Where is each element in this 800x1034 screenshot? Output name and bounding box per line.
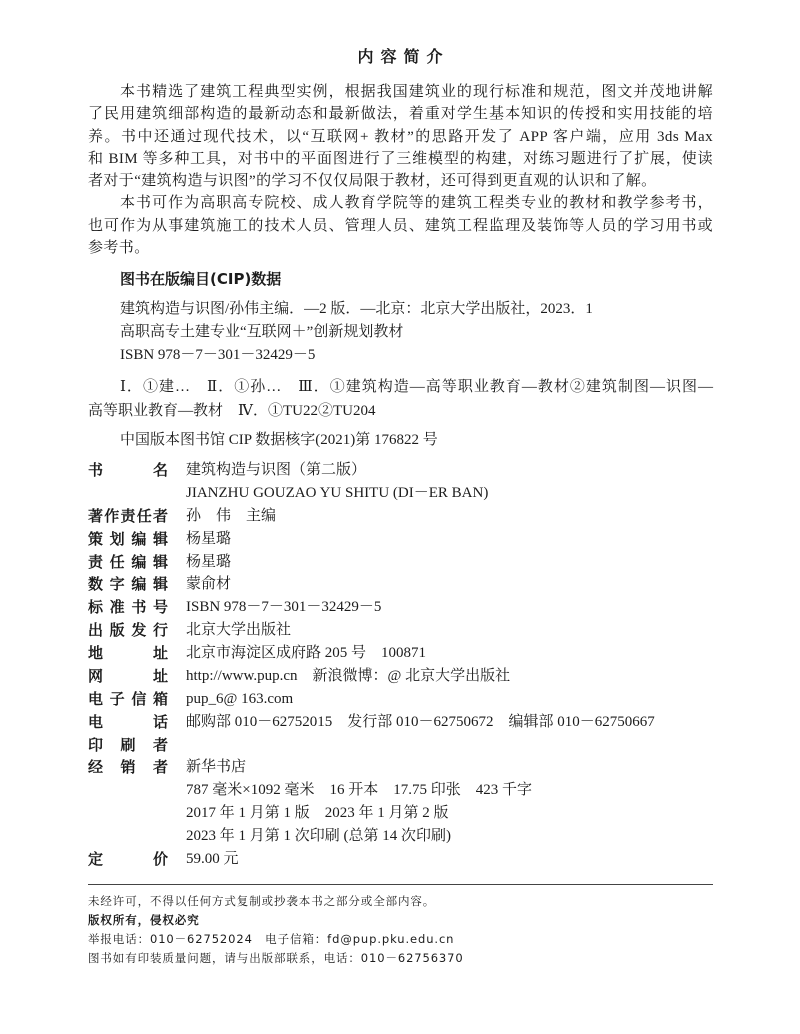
- imprint-value: http://www.pup.cn 新浪微博：@ 北京大学出版社: [186, 667, 511, 684]
- imprint-value: 北京市海淀区成府路 205 号 100871: [186, 645, 427, 661]
- cip-classification-line-1: Ⅰ．①建… Ⅱ．①孙… Ⅲ．①建筑构造—高等职业教育—教材②建筑制图—识图—: [120, 379, 713, 395]
- imprint-value: 杨星璐: [186, 553, 232, 570]
- imprint-row-responsible-editor: [88, 551, 713, 574]
- intro-paragraph-2-line-1: 本书可作为高职高专院校、成人教育学院等的建筑工程类专业的教材和教学参考书，: [120, 195, 713, 211]
- imprint-row-pinyin-title: [88, 482, 713, 505]
- imprint-value: 新华书店: [186, 759, 247, 776]
- imprint-value: 北京大学出版社: [186, 622, 292, 639]
- imprint-label: 著作责任者: [88, 506, 168, 525]
- intro-paragraph-1-line-4: 和 BIM 等多种工具，对书中的平面图进行了三维模型的构建，对练习题进行了扩展，使读: [88, 151, 713, 167]
- imprint-row-price: [88, 848, 713, 871]
- imprint-label: 定价: [88, 849, 168, 868]
- quality-contact: 图书如有印装质量问题，请与出版部联系，电话：010－62756370: [88, 951, 464, 965]
- imprint-label: 责任编辑: [88, 552, 168, 571]
- imprint-value: pup_6@ 163.com: [186, 690, 294, 707]
- imprint-label: 标准书号: [88, 598, 168, 617]
- imprint-row-printer: [88, 734, 713, 757]
- imprint-row-book-title: [88, 459, 713, 482]
- footer-divider: [88, 884, 713, 885]
- cip-record-line-1: 建筑构造与识图/孙伟主编．—2 版．—北京：北京大学出版社，2023．1: [120, 301, 593, 317]
- rights-notice: 版权所有，侵权必究: [88, 913, 200, 927]
- intro-paragraph-2-line-2: 也可作为从事建筑施工的技术人员、管理人员、建筑工程监理及装饰等人员的学习用书或: [88, 218, 713, 234]
- intro-paragraph-2-line-3: 参考书。: [88, 240, 150, 256]
- copyright-notice: 未经许可，不得以任何方式复制或抄袭本书之部分或全部内容。: [88, 894, 436, 908]
- imprint-label: 出版发行: [88, 621, 168, 640]
- imprint-row-phone: [88, 711, 713, 734]
- imprint-row-author: [88, 505, 713, 528]
- imprint-row-email: [88, 688, 713, 711]
- imprint-value: 邮购部 010－62752015 发行部 010－62750672 编辑部 010－62750667: [186, 713, 655, 730]
- imprint-label: 数字编辑: [88, 575, 168, 594]
- imprint-label: 策划编辑: [88, 529, 168, 548]
- imprint-value: 杨星璐: [186, 530, 232, 547]
- imprint-row-edition: [88, 802, 713, 825]
- cip-record-number: 中国版本图书馆 CIP 数据核字(2021)第 176822 号: [120, 432, 438, 448]
- intro-title: 内容简介: [357, 47, 450, 66]
- imprint-row-distributor: [88, 756, 713, 779]
- intro-paragraph-1-line-3: 养。书中还通过现代技术，以“互联网+ 教材”的思路开发了 APP 客户端，应用 3ds Max: [88, 129, 713, 145]
- imprint-label: 网址: [88, 666, 168, 685]
- imprint-row-isbn: [88, 596, 713, 619]
- cip-classification-line-2: 高等职业教育—教材 Ⅳ．①TU22②TU204: [88, 403, 376, 419]
- intro-paragraph-1-line-5: 者对于“建筑构造与识图”的学习不仅仅局限于教材，还可得到更直观的认识和了解。: [88, 173, 657, 189]
- imprint-label: 电子信箱: [88, 689, 168, 708]
- imprint-row-publisher: [88, 619, 713, 642]
- cip-heading: 图书在版编目(CIP)数据: [120, 270, 282, 288]
- imprint-value: 2017 年 1 月第 1 版 2023 年 1 月第 2 版: [186, 805, 449, 822]
- imprint-value: 蒙俞材: [186, 576, 232, 593]
- imprint-row-printing: [88, 825, 713, 848]
- imprint-value: 2023 年 1 月第 1 次印刷 (总第 14 次印刷): [186, 828, 451, 844]
- imprint-row-address: [88, 642, 713, 665]
- imprint-row-planning-editor: [88, 528, 713, 551]
- cip-record-line-3: ISBN 978－7－301－32429－5: [120, 347, 316, 363]
- imprint-value: 建筑构造与识图（第二版）: [186, 462, 367, 478]
- imprint-value: 孙 伟 主编: [186, 507, 277, 524]
- imprint-row-digital-editor: [88, 573, 713, 596]
- imprint-value: ISBN 978－7－301－32429－5: [186, 599, 382, 616]
- imprint-label: 书名: [88, 461, 168, 479]
- intro-paragraph-1-line-1: 本书精选了建筑工程典型实例，根据我国建筑业的现行标准和规范，图文并茂地讲解: [120, 84, 713, 100]
- imprint-label: 经销者: [88, 758, 168, 777]
- cip-record-line-2: 高职高专土建专业“互联网＋”创新规划教材: [120, 324, 404, 340]
- imprint-label: 地址: [88, 644, 168, 662]
- imprint-row-format: [88, 779, 713, 802]
- imprint-value: 59.00 元: [186, 850, 239, 867]
- imprint-value: 787 毫米×1092 毫米 16 开本 17.75 印张 423 千字: [186, 782, 532, 799]
- imprint-label: 电话: [88, 712, 168, 731]
- imprint-row-website: [88, 665, 713, 688]
- report-contact: 举报电话：010－62752024 电子信箱：fd@pup.pku.edu.cn: [88, 932, 455, 946]
- intro-paragraph-1-line-2: 了民用建筑细部构造的最新动态和最新做法，着重对学生基本知识的传授和实用技能的培: [88, 106, 713, 122]
- imprint-value: JIANZHU GOUZAO YU SHITU (DI－ER BAN): [186, 484, 489, 501]
- imprint-label: 印刷者: [88, 735, 168, 754]
- imprint-table: [88, 459, 713, 871]
